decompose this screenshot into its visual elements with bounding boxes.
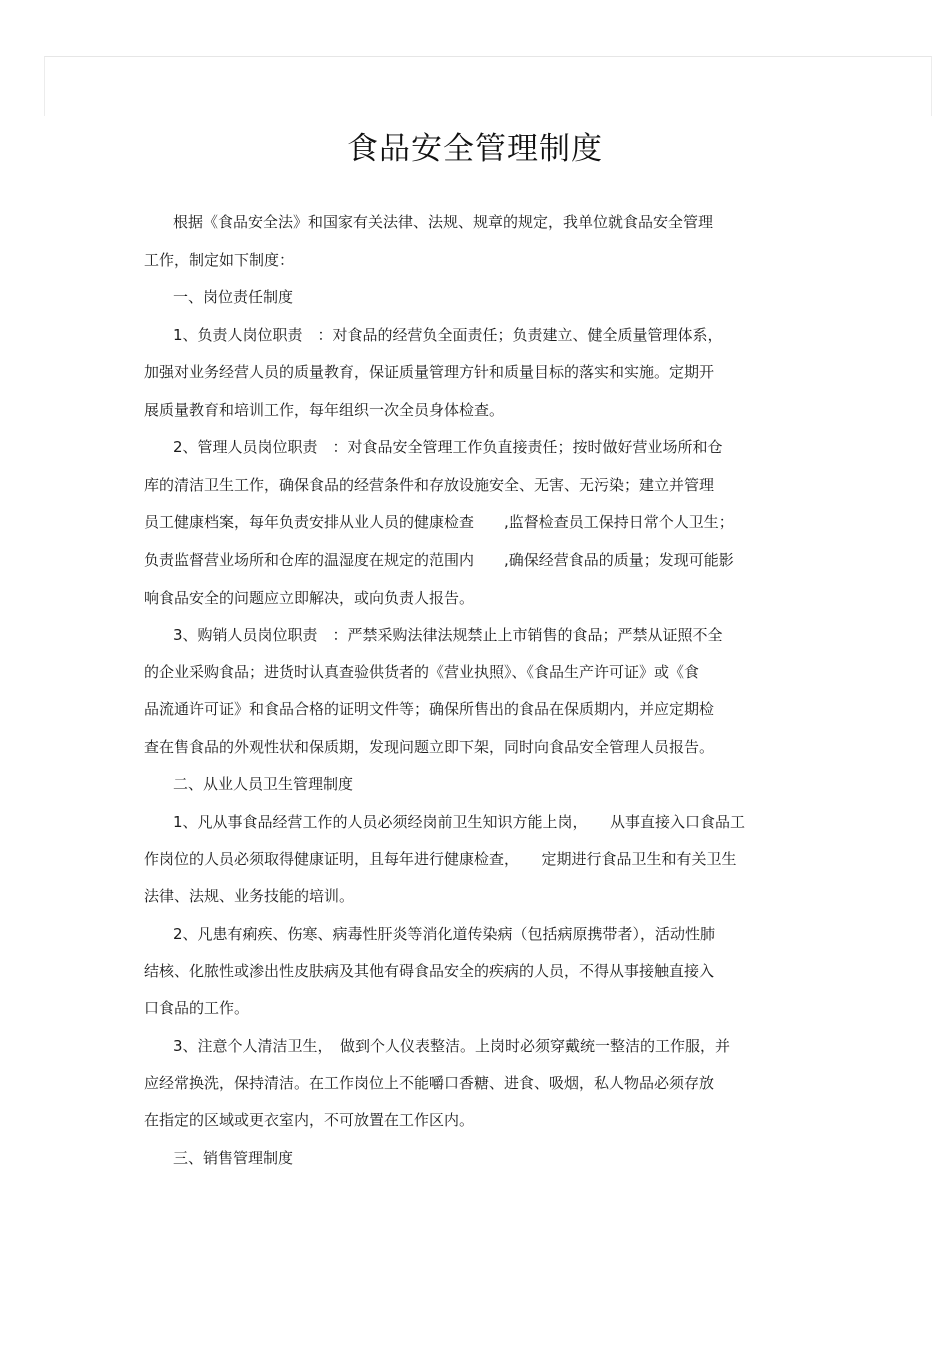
paragraph-line: 负责监督营业场所和仓库的温湿度在规定的范围内 ,确保经营食品的质量；发现可能影 xyxy=(144,551,734,569)
paragraph-line: 加强对业务经营人员的质量教育，保证质量管理方针和质量目标的落实和实施。定期开 xyxy=(144,363,715,381)
paragraph-line: 根据《食品安全法》和国家有关法律、法规、规章的规定，我单位就食品安全管理 xyxy=(173,213,714,231)
paragraph-line: 口食品的工作。 xyxy=(144,999,250,1017)
paragraph-line: 作岗位的人员必须取得健康证明，且每年进行健康检查， 定期进行食品卫生和有关卫生 xyxy=(144,850,737,868)
paragraph-line: 应经常换洗，保持清洁。在工作岗位上不能嚼口香糖、进食、吸烟，私人物品必须存放 xyxy=(144,1074,715,1092)
paragraph-line: 3、购销人员岗位职责 ：严禁采购法律法规禁止上市销售的食品；严禁从证照不全 xyxy=(173,626,723,644)
section-heading: 二、从业人员卫生管理制度 xyxy=(173,775,354,793)
section-heading: 一、岗位责任制度 xyxy=(173,288,294,306)
section-heading: 三、销售管理制度 xyxy=(173,1149,294,1167)
paragraph-line: 查在售食品的外观性状和保质期，发现问题立即下架，同时向食品安全管理人员报告。 xyxy=(144,738,715,756)
paragraph-line: 库的清洁卫生工作，确保食品的经营条件和存放设施安全、无害、无污染；建立并管理 xyxy=(144,476,715,494)
paragraph-line: 3、注意个人清洁卫生， 做到个人仪表整洁。上岗时必须穿戴统一整洁的工作服，并 xyxy=(173,1037,731,1055)
paragraph-line: 工作，制定如下制度： xyxy=(144,251,295,269)
paragraph-line: 员工健康档案，每年负责安排从业人员的健康检查 ,监督检查员工保持日常个人卫生； xyxy=(144,513,734,531)
paragraph-line: 展质量教育和培训工作，每年组织一次全员身体检查。 xyxy=(144,401,505,419)
paragraph-line: 结核、化脓性或渗出性皮肤病及其他有碍食品安全的疾病的人员，不得从事接触直接入 xyxy=(144,962,715,980)
page-frame xyxy=(44,56,932,116)
paragraph-line: 2、凡患有痢疾、伤寒、病毒性肝炎等消化道传染病（包括病原携带者），活动性肺 xyxy=(173,925,716,943)
paragraph-line: 响食品安全的问题应立即解决，或向负责人报告。 xyxy=(144,589,475,607)
paragraph-line: 1、凡从事食品经营工作的人员必须经岗前卫生知识方能上岗， 从事直接入口食品工 xyxy=(173,813,746,831)
paragraph-line: 2、管理人员岗位职责 ：对食品安全管理工作负直接责任；按时做好营业场所和仓 xyxy=(173,438,723,456)
paragraph-line: 1、负责人岗位职责 ：对食品的经营负全面责任；负责建立、健全质量管理体系， xyxy=(173,326,723,344)
paragraph-line: 品流通许可证》和食品合格的证明文件等；确保所售出的食品在保质期内，并应定期检 xyxy=(144,700,715,718)
paragraph-line: 的企业采购食品；进货时认真查验供货者的《营业执照》、《食品生产许可证》或《食 xyxy=(144,663,700,681)
paragraph-line: 法律、法规、业务技能的培训。 xyxy=(144,887,355,905)
paragraph-line: 在指定的区域或更衣室内，不可放置在工作区内。 xyxy=(144,1111,475,1129)
document-title: 食品安全管理制度 xyxy=(347,131,603,167)
